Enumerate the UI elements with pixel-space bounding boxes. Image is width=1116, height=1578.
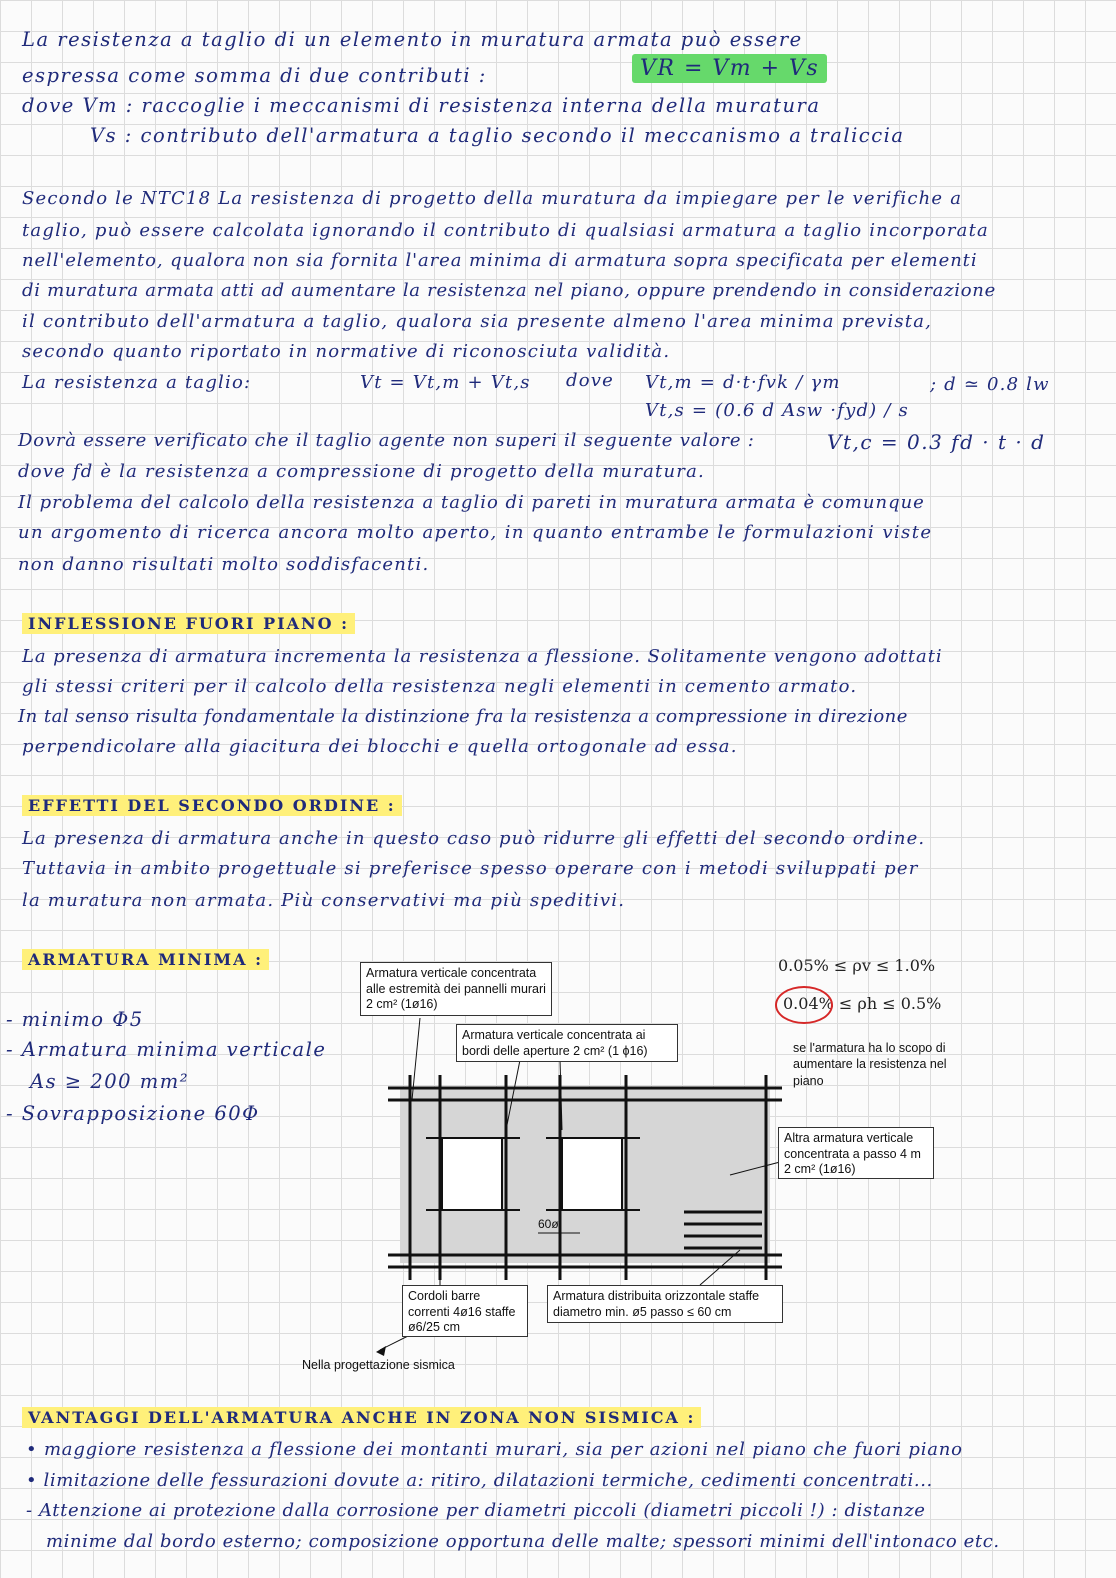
- ntc-shear-label: La resistenza a taglio:: [22, 372, 252, 393]
- ntc-d-approx: ; d ≃ 0.8 lw: [930, 374, 1050, 395]
- rho-v-formula: 0.05% ≤ ρv ≤ 1.0%: [778, 956, 936, 975]
- ntc-check-formula: Vt,c = 0.3 fd · t · d: [827, 430, 1046, 454]
- ntc-line-1: Secondo le NTC18 La resistenza di progetto della muratura da impiegare per le verifiche a: [22, 188, 963, 209]
- armatura-item: - minimo Φ5: [6, 1008, 144, 1031]
- intro-line-1: La resistenza a taglio di un elemento in muratura armata può essere: [22, 28, 803, 51]
- rho-h-formula: 0.04% ≤ ρh ≤ 0.5%: [783, 994, 942, 1013]
- window-opening: [562, 1138, 622, 1210]
- inflessione-line-1: La presenza di armatura incrementa la resistenza a flessione. Solitamente vengono adottati: [22, 646, 943, 667]
- ntc-line-5: il contributo dell'armatura a taglio, qualora sia presente almeno l'area minima prevista,: [22, 311, 933, 332]
- effetti-heading: EFFETTI DEL SECONDO ORDINE :: [22, 798, 402, 814]
- armatura-item: - Armatura minima verticale: [6, 1038, 327, 1061]
- vantaggi-line-3: - Attenzione ai protezione dalla corrosione per diametri piccoli (diametri piccoli !) : distanze: [26, 1500, 926, 1521]
- inflessione-line-4: perpendicolare alla giacitura dei blocchi e quella ortogonale ad essa.: [22, 736, 738, 757]
- effetti-line-1: La presenza di armatura anche in questo caso può ridurre gli effetti del secondo ordine.: [22, 828, 926, 849]
- vantaggi-heading: VANTAGGI DELL'ARMATURA ANCHE IN ZONA NON SISMICA :: [22, 1410, 701, 1426]
- armatura-item: - Sovrapposizione 60Φ: [6, 1102, 260, 1125]
- inflessione-line-2: gli stessi criteri per il calcolo della resistenza negli elementi in cemento armato.: [22, 676, 858, 697]
- ntc-check-text: Dovrà essere verificato che il taglio agente non superi il seguente valore :: [18, 430, 755, 451]
- red-circle-annotation: [775, 986, 833, 1024]
- label-box-estremita: Armatura verticale concentrata alle estremità dei pannelli murari 2 cm² (1ø16): [360, 962, 552, 1016]
- caption-arrow: [376, 1346, 386, 1356]
- label-box-aperture: Armatura verticale concentrata ai bordi delle aperture 2 cm² (1 ϕ16): [456, 1024, 678, 1062]
- ntc-line-2: taglio, può essere calcolata ignorando il contributo di qualsiasi armatura a taglio incorporata: [22, 220, 989, 241]
- ntc-line-11: Il problema del calcolo della resistenza a taglio di pareti in muratura armata è comunque: [18, 492, 925, 513]
- rho-h-note: se l'armatura ha lo scopo di aumentare la resistenza nel piano: [793, 1041, 947, 1088]
- inflessione-heading: INFLESSIONE FUORI PIANO :: [22, 616, 355, 632]
- ntc-line-4: di muratura armata atti ad aumentare la resistenza nel piano, oppure prendendo in considerazione: [22, 280, 996, 301]
- ntc-line-12: un argomento di ricerca ancora molto aperto, in quanto entrambe le formulazioni viste: [18, 522, 933, 543]
- effetti-line-2: Tuttavia in ambito progettuale si preferisce spesso operare con i metodi sviluppati per: [22, 858, 919, 879]
- intro-line-2: espressa come somma di due contributi :: [22, 64, 487, 87]
- armatura-item: As ≥ 200 mm²: [30, 1070, 190, 1093]
- window-opening: [442, 1138, 502, 1210]
- ntc-dove: dove: [566, 370, 614, 391]
- ntc-line-3: nell'elemento, qualora non sia fornita l'area minima di armatura sopra specificata per elementi: [22, 250, 978, 271]
- ntc-vtm-formula: Vt,m = d·t·fvk / γm: [645, 372, 841, 393]
- ntc-shear-formula: Vt = Vt,m + Vt,s: [360, 372, 531, 393]
- label-box-cordoli: Cordoli barre correnti 4ø16 staffe ø6/25 cm: [402, 1285, 528, 1337]
- lap-length-label: 60ø: [538, 1217, 559, 1231]
- ntc-line-13: non danno risultati molto soddisfacenti.: [18, 554, 430, 575]
- ntc-vts-formula: Vt,s = (0.6 d Asw ·fyd) / s: [645, 400, 909, 421]
- ntc-line-6: secondo quanto riportato in normative di riconosciuta validità.: [22, 341, 671, 362]
- intro-line-4: Vs : contributo dell'armatura a taglio secondo il meccanismo a traliccia: [90, 124, 905, 147]
- ntc-line-10: dove fd è la resistenza a compressione di progetto della muratura.: [18, 461, 705, 482]
- label-box-altra-verticale: Altra armatura verticale concentrata a passo 4 m 2 cm² (1ø16): [778, 1127, 934, 1179]
- armatura-heading: ARMATURA MINIMA :: [22, 952, 269, 968]
- inflessione-line-3: In tal senso risulta fondamentale la distinzione fra la resistenza a compressione in direzione: [18, 706, 908, 727]
- intro-formula: VR = Vm + Vs: [632, 58, 827, 80]
- label-box-distribuita: Armatura distribuita orizzontale staffe diametro min. ø5 passo ≤ 60 cm: [547, 1285, 783, 1323]
- effetti-line-3: la muratura non armata. Più conservativi ma più speditivi.: [22, 890, 626, 911]
- figure-caption: Nella progettazione sismica: [302, 1358, 455, 1372]
- vantaggi-line-2: • limitazione delle fessurazioni dovute a: ritiro, dilatazioni termiche, cedimenti concentrati...: [26, 1470, 933, 1491]
- vantaggi-line-4: minime dal bordo esterno; composizione opportuna delle malte; spessori minimi dell'intonaco etc.: [46, 1531, 1000, 1552]
- vantaggi-line-1: • maggiore resistenza a flessione dei montanti murari, sia per azioni nel piano che fuori piano: [26, 1439, 963, 1460]
- intro-line-3: dove Vm : raccoglie i meccanismi di resistenza interna della muratura: [22, 94, 821, 117]
